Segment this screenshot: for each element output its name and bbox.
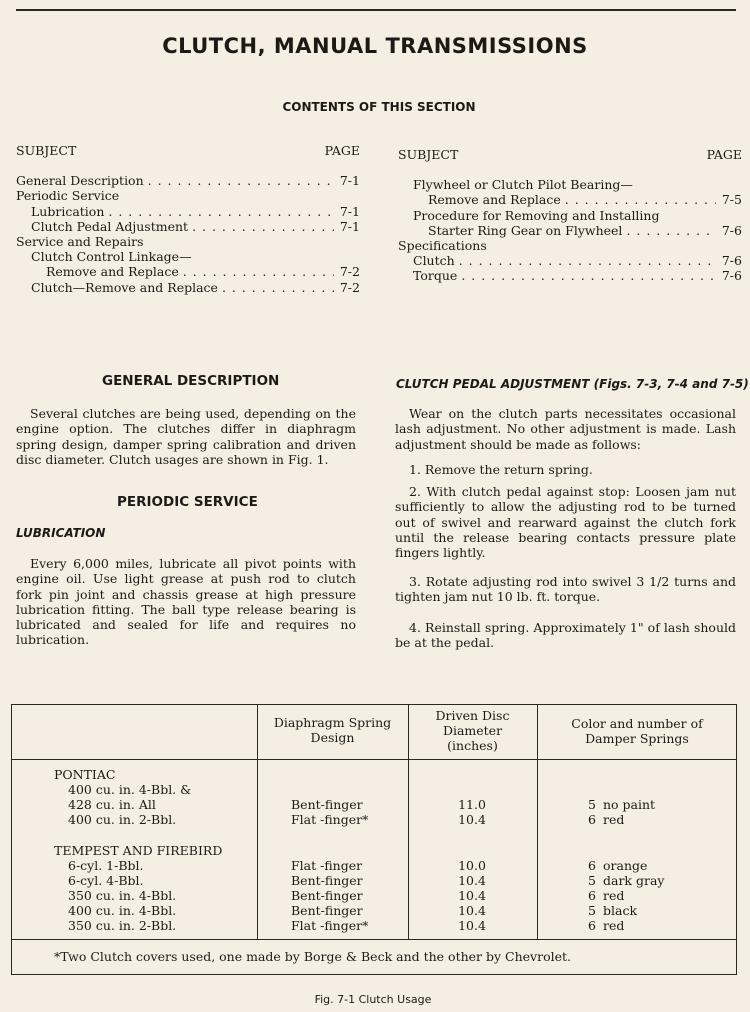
- toc-entry-text: Torque: [413, 268, 458, 284]
- toc-entry: [16, 234, 360, 249]
- toc-entry-page: 7-1: [339, 173, 360, 189]
- toc-entry-page: 7-6: [721, 268, 742, 284]
- toc-entry: [16, 188, 360, 203]
- toc-leader-dots: [222, 280, 334, 295]
- lubrication-text: Every 6,000 miles, lubricate all pivot points with engine oil. Use light grease at push rod to clutch fork pin joint and chassis grease at high pressure lubrication fitting. The ball type release bearing is lubricated and sealed for life and requires no lubrication.: [16, 556, 356, 648]
- spring-color-cell: no paint: [603, 797, 656, 812]
- toc-page-label: PAGE: [324, 143, 360, 158]
- engine-cell: 400 cu. in. 2-Bbl.: [68, 812, 177, 827]
- toc-entry: [398, 208, 742, 223]
- toc-subject-label: SUBJECT: [398, 147, 459, 162]
- spring-color-cell: orange: [603, 858, 648, 873]
- toc-leader-dots: [148, 173, 334, 188]
- table-group-name: PONTIAC: [54, 767, 116, 782]
- toc-leader-dots: [626, 223, 716, 238]
- general-description-heading: GENERAL DESCRIPTION: [102, 373, 280, 389]
- spring-count-cell: 5: [588, 873, 596, 888]
- spring-color-cell: red: [603, 812, 625, 827]
- toc-entry-page: 7-1: [339, 203, 360, 219]
- toc-entry-text: Procedure for Removing and Installing: [413, 207, 660, 223]
- toc-entry: [16, 249, 360, 264]
- header-damper: Color and number of Damper Springs: [571, 716, 703, 746]
- spring-count-cell: 5: [588, 903, 596, 918]
- engine-cell: 6-cyl. 1-Bbl.: [68, 858, 144, 873]
- spring-color-cell: dark gray: [603, 873, 665, 888]
- toc-entry-text: Flywheel or Clutch Pilot Bearing—: [413, 177, 633, 193]
- toc-entry: [398, 253, 742, 268]
- diameter-cell: 10.4: [458, 918, 486, 933]
- step-2: 2. With clutch pedal against stop: Loosen jam nut sufficiently to allow the adjusting rod to be turned out of swivel and rearward against the clutch fork until the release bearing contacts pressure plate fingers lightly.: [395, 484, 736, 561]
- design-cell: Bent-finger: [291, 873, 363, 888]
- engine-cell: 428 cu. in. All: [68, 797, 156, 812]
- table-group-name: TEMPEST AND FIREBIRD: [54, 843, 223, 858]
- toc-entry-text: Service and Repairs: [16, 234, 144, 250]
- periodic-service-heading: PERIODIC SERVICE: [117, 494, 258, 510]
- toc-entry-text: Clutch Pedal Adjustment: [31, 218, 189, 234]
- toc-entry-text: Clutch—Remove and Replace: [31, 279, 218, 295]
- clutch-usage-table: [11, 704, 737, 975]
- toc-right-column: [398, 147, 742, 284]
- toc-entry-text: Lubrication: [31, 203, 105, 219]
- toc-leader-dots: [459, 253, 716, 268]
- toc-entry-text: Remove and Replace: [428, 192, 561, 208]
- toc-leader-dots: [192, 219, 334, 234]
- spring-count-cell: 6: [588, 812, 596, 827]
- toc-entry: [398, 238, 742, 253]
- toc-entry-text: Remove and Replace: [46, 264, 179, 280]
- table-footnote-rule: [12, 939, 736, 940]
- page-title: CLUTCH, MANUAL TRANSMISSIONS: [162, 34, 588, 58]
- diameter-cell: 10.0: [458, 858, 486, 873]
- diameter-cell: 10.4: [458, 888, 486, 903]
- top-rule: [16, 9, 736, 11]
- header-diaphragm: Diaphragm Spring Design: [273, 715, 392, 745]
- toc-subject-label: SUBJECT: [16, 143, 77, 158]
- spring-color-cell: red: [603, 888, 625, 903]
- toc-entry-page: 7-6: [721, 253, 742, 269]
- step-3: 3. Rotate adjusting rod into swivel 3 1/2 turns and tighten jam nut 10 lb. ft. torque.: [395, 574, 736, 605]
- spring-count-cell: 6: [588, 888, 596, 903]
- toc-leader-dots: [565, 192, 716, 207]
- design-cell: Flat -finger*: [291, 918, 369, 933]
- toc-entry-text: Clutch: [413, 253, 455, 269]
- toc-leader-dots: [183, 264, 334, 279]
- table-header-rule: [12, 759, 736, 760]
- toc-left-column: [16, 143, 360, 295]
- toc-entry-text: General Description: [16, 173, 144, 189]
- toc-entry-page: 7-2: [339, 264, 360, 280]
- general-description-text: Several clutches are being used, depending on the engine option. The clutches differ in diaphragm spring design, damper spring calibration and driven disc diameter. Clutch usages are shown in Fig. 1.: [16, 406, 356, 467]
- toc-left-header: [16, 143, 360, 158]
- spring-count-cell: 5: [588, 797, 596, 812]
- toc-entry: [16, 173, 360, 188]
- toc-entry-page: 7-6: [721, 222, 742, 238]
- diameter-cell: 10.4: [458, 873, 486, 888]
- spring-count-cell: 6: [588, 918, 596, 933]
- toc-entry: [398, 177, 742, 192]
- toc-entry-text: Periodic Service: [16, 188, 120, 204]
- engine-cell: 350 cu. in. 2-Bbl.: [68, 918, 177, 933]
- diameter-cell: 10.4: [458, 812, 486, 827]
- design-cell: Bent-finger: [291, 903, 363, 918]
- engine-cell: 6-cyl. 4-Bbl.: [68, 873, 144, 888]
- diameter-cell: 11.0: [458, 797, 486, 812]
- spring-color-cell: black: [603, 903, 638, 918]
- spring-color-cell: red: [603, 918, 625, 933]
- clutch-pedal-intro: Wear on the clutch parts necessitates occasional lash adjustment. No other adjustment is made. Lash adjustment should be made as follows:: [395, 406, 736, 452]
- toc-right-header: [398, 147, 742, 162]
- design-cell: Flat -finger: [291, 858, 363, 873]
- design-cell: Bent-finger: [291, 797, 363, 812]
- toc-leader-dots: [461, 268, 716, 283]
- toc-entry: [16, 264, 360, 279]
- header-driven-disc: Driven Disc Diameter (inches): [435, 708, 510, 753]
- toc-entry: [16, 280, 360, 295]
- diameter-cell: 10.4: [458, 903, 486, 918]
- design-cell: Bent-finger: [291, 888, 363, 903]
- toc-entry: [16, 204, 360, 219]
- toc-leader-dots: [108, 204, 334, 219]
- contents-heading: CONTENTS OF THIS SECTION: [282, 100, 476, 114]
- toc-entry-text: Starter Ring Gear on Flywheel: [428, 222, 623, 238]
- spring-count-cell: 6: [588, 858, 596, 873]
- table-footnote: *Two Clutch covers used, one made by Borge & Beck and the other by Chevrolet.: [54, 949, 571, 964]
- toc-entry: [398, 223, 742, 238]
- toc-entry-text: Clutch Control Linkage—: [31, 249, 192, 265]
- engine-cell: 350 cu. in. 4-Bbl.: [68, 888, 177, 903]
- design-cell: Flat -finger*: [291, 812, 369, 827]
- toc-entry: [398, 268, 742, 283]
- toc-entry-text: Specifications: [398, 238, 487, 254]
- toc-page-label: PAGE: [706, 147, 742, 162]
- engine-cell: 400 cu. in. 4-Bbl.: [68, 903, 177, 918]
- step-4: 4. Reinstall spring. Approximately 1" of lash should be at the pedal.: [395, 620, 736, 651]
- lubrication-heading: LUBRICATION: [16, 526, 106, 540]
- figure-caption: Fig. 7-1 Clutch Usage: [314, 993, 432, 1006]
- toc-entry: [398, 192, 742, 207]
- toc-entry-page: 7-1: [339, 218, 360, 234]
- toc-entry: [16, 219, 360, 234]
- step-1: 1. Remove the return spring.: [409, 462, 593, 477]
- toc-entry-page: 7-2: [339, 279, 360, 295]
- toc-entry-page: 7-5: [721, 192, 742, 208]
- engine-cell: 400 cu. in. 4-Bbl. &: [68, 782, 192, 797]
- clutch-pedal-heading: CLUTCH PEDAL ADJUSTMENT (Figs. 7-3, 7-4 and 7-5): [396, 377, 749, 391]
